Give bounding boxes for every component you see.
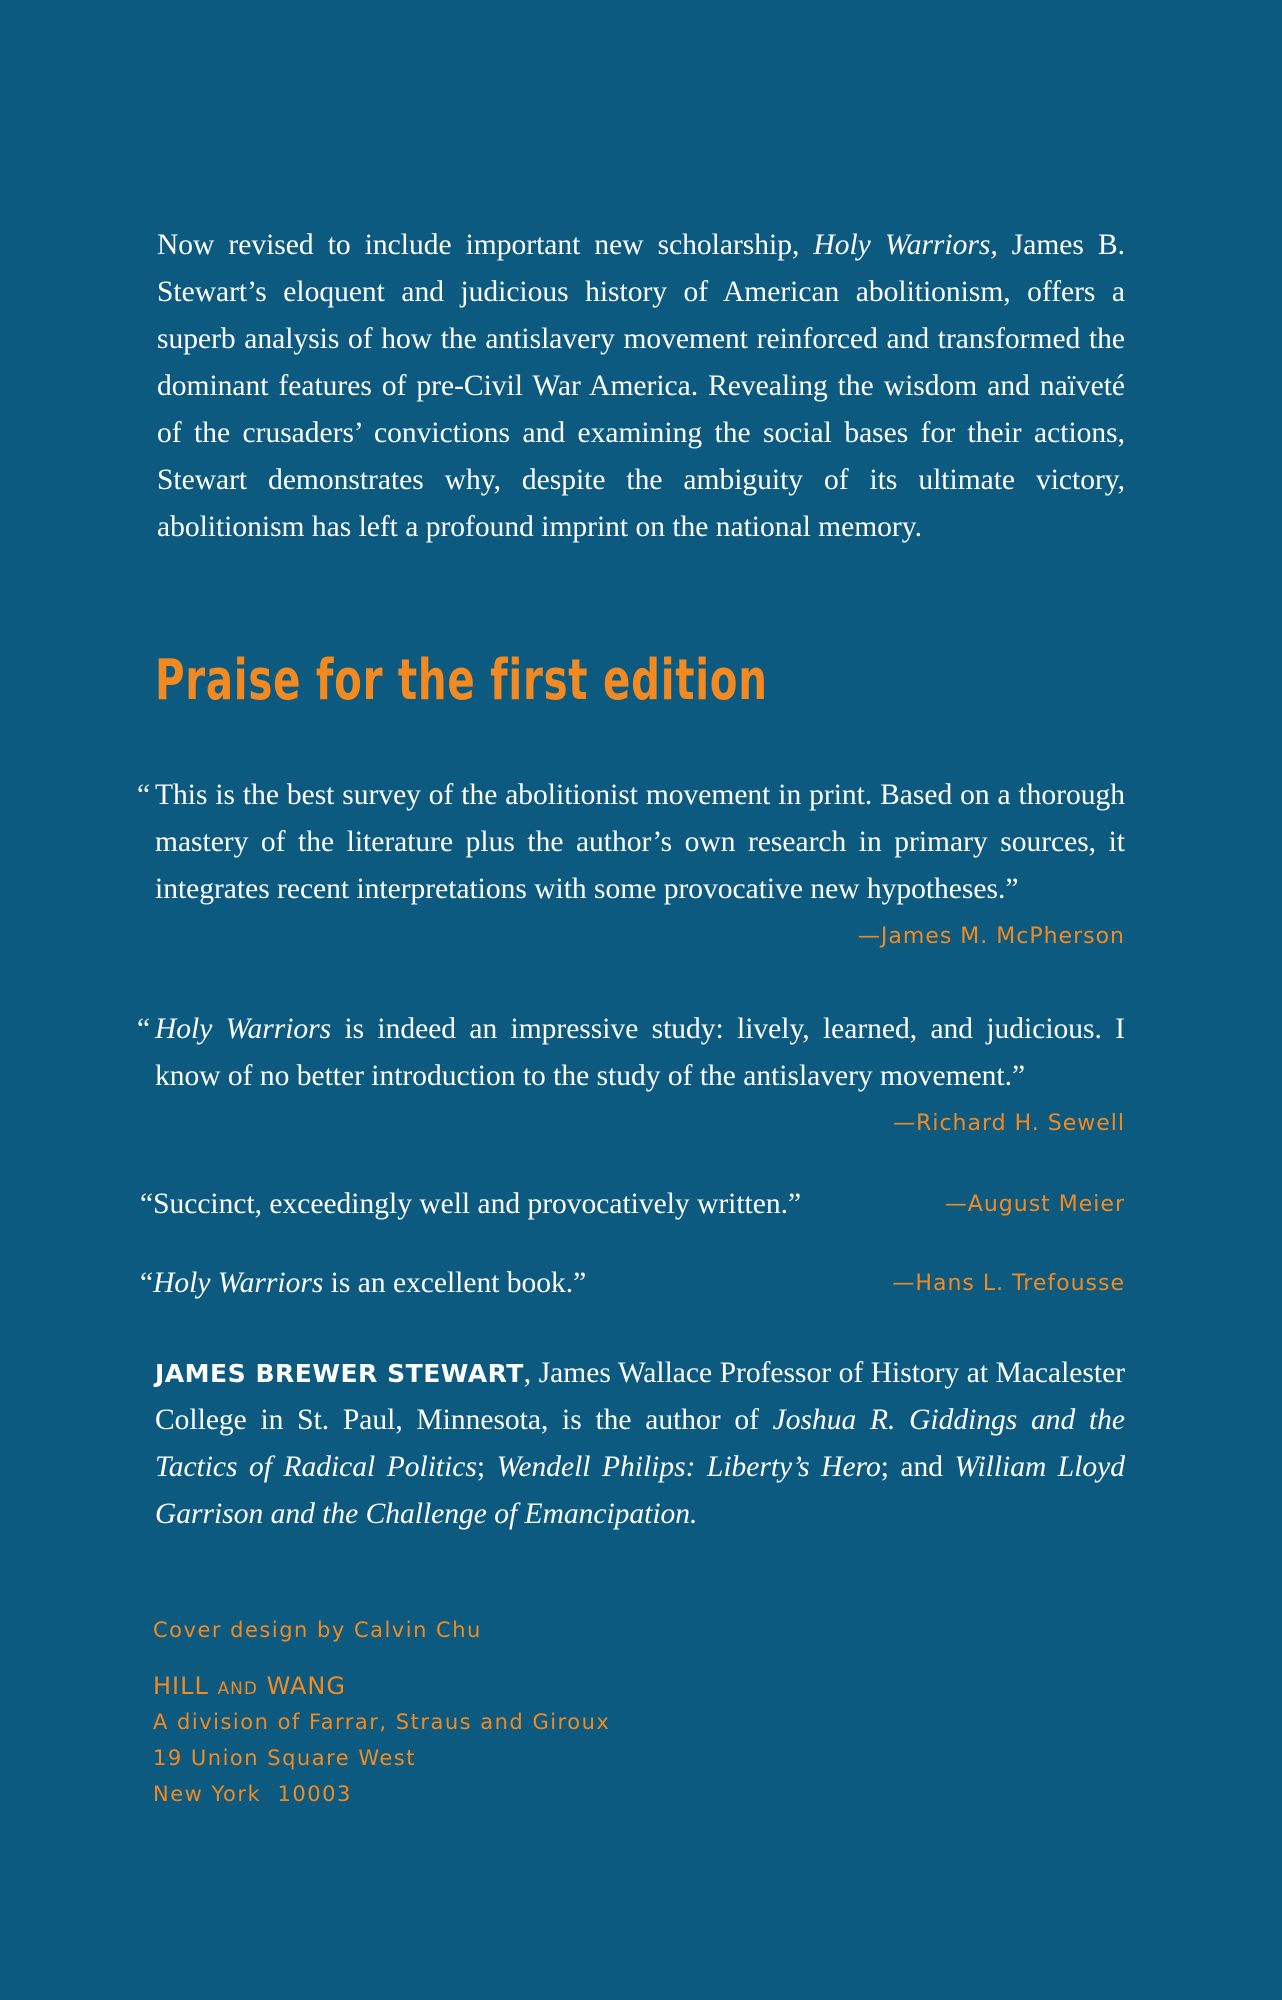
quote-attribution: —August Meier xyxy=(944,1192,1125,1217)
quote-attribution: —Richard H. Sewell xyxy=(893,1111,1125,1136)
intro-book-title: Holy Warriors, xyxy=(813,229,998,261)
open-quote-mark: “ xyxy=(140,1267,154,1299)
quote-attribution: —James M. McPherson xyxy=(857,924,1125,949)
bio-separator: ; xyxy=(476,1451,497,1483)
publisher-name-part: HILL xyxy=(153,1672,209,1700)
quote-meier xyxy=(140,1181,1125,1228)
bio-text: , James Wallace Professor of History at Macalester College in St. Paul, Minnesota, is the author of xyxy=(155,1357,1125,1436)
author-name: JAMES BREWER STEWART xyxy=(155,1359,524,1388)
bio-book-title: William Lloyd Garrison and the Challenge of Emancipation. xyxy=(155,1451,1126,1530)
bio-book-title: Wendell Philips: Liberty’s Hero xyxy=(496,1451,881,1483)
open-quote-mark: “ xyxy=(137,1013,151,1045)
intro-text-rest: James B. Stewart’s eloquent and judicious history of American abolitionism, offers a superb analysis of how the antislavery movement reinforced and transformed the dominant features of pre-Civil War America. Revealing the wisdom and naïveté of the crusaders’ convictions and examining the social bases for their actions, Stewart demonstrates why, despite the ambiguity of its ultimate victory, abolitionism has left a profound imprint on the national memory. xyxy=(157,229,1125,543)
intro-text-start: Now revised to include important new scholarship, xyxy=(157,229,814,261)
publisher-name xyxy=(153,1672,610,1700)
quote-trefousse xyxy=(140,1260,1125,1307)
publisher-address: 19 Union Square West xyxy=(153,1746,416,1770)
quote-text: This is the best survey of the abolitionist movement in print. Based on a thorough mastery of the literature plus the author’s own research in primary sources, it integrates recent interpretations with some provocative new hypotheses.” xyxy=(155,779,1125,905)
publisher-division: A division of Farrar, Straus and Giroux xyxy=(153,1710,611,1734)
quote-attribution: —Hans L. Trefousse xyxy=(892,1271,1125,1296)
bio-book-title: Joshua R. Giddings and the Tactics of Radical Politics xyxy=(155,1404,1125,1483)
publisher-city: New York 10003 xyxy=(153,1782,352,1806)
quote-text: “Succinct, exceedingly well and provocatively written.” xyxy=(140,1188,802,1220)
open-quote-mark: “ xyxy=(137,779,151,811)
quote-text: is indeed an impressive study: lively, learned, and judicious. I know of no better introduction to the study of the antislavery movement.” xyxy=(155,1013,1126,1092)
publisher-name-part: WANG xyxy=(266,1672,346,1700)
quote-sewell xyxy=(137,1006,1126,1147)
quote-mcpherson xyxy=(137,772,1125,960)
cover-design-credit: Cover design by Calvin Chu xyxy=(153,1618,482,1642)
publisher-name-and: AND xyxy=(217,1679,258,1699)
author-bio xyxy=(155,1350,1125,1538)
praise-heading: Praise for the first edition xyxy=(155,648,768,713)
credits-block xyxy=(153,1618,610,1806)
intro-paragraph xyxy=(157,222,1125,551)
quote-book-title: Holy Warriors xyxy=(153,1267,324,1299)
quote-book-title: Holy Warriors xyxy=(155,1013,332,1045)
bio-separator: ; and xyxy=(880,1451,955,1483)
quote-text: is an excellent book.” xyxy=(323,1267,587,1299)
